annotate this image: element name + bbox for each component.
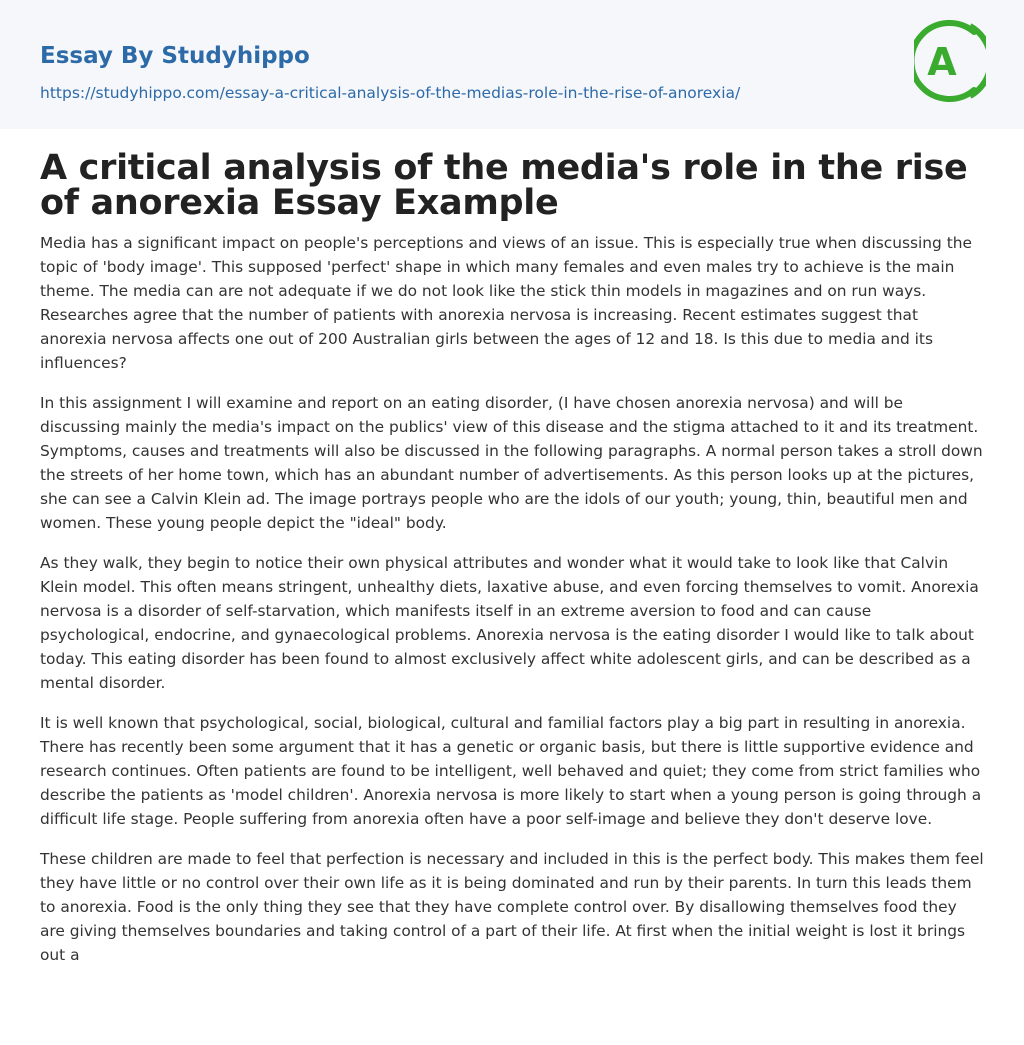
paragraph: Media has a significant impact on people's perceptions and views of an issue. This is especially true when discussing the topic of 'body image'. This supposed 'perfect' shape in which many females and even males try to achieve is the main theme. The media can are not adequate if we do not look like the stick thin models in magazines and on run ways. Researches agree that the number of patients with anorexia nervosa is increasing. Recent estimates suggest that anorexia nervosa affects one out of 200 Australian girls between the ages of 12 and 18. Is this due to media and its influences?	[40, 234, 972, 372]
article	[0, 148, 1024, 967]
essay-body	[40, 231, 984, 967]
site-header	[0, 0, 1024, 129]
studyhippo-logo-icon[interactable]	[914, 18, 986, 104]
paragraph: It is well known that psychological, social, biological, cultural and familial factors play a big part in resulting in anorexia. There has recently been some argument that it has a genetic or organic basis, but there is little supportive evidence and research continues. Often patients are found to be intelligent, well behaved and quiet; they come from strict families who describe the patients as 'model children'. Anorexia nervosa is more likely to start when a young person is going through a difficult life stage. People suffering from anorexia often have a poor self-image and believe they don't deserve love.	[40, 714, 982, 828]
paragraph: These children are made to feel that perfection is necessary and included in this is the perfect body. This makes them feel they have little or no control over their own life as it is being dominated and run by their parents. In turn this leads them to anorexia. Food is the only thing they see that they have complete control over. By disallowing themselves food they are giving themselves boundaries and taking control of a part of their life. At first when the initial weight is lost it brings out a	[40, 850, 984, 964]
article-url-link[interactable]: https://studyhippo.com/essay-a-critical-analysis-of-the-medias-role-in-the-rise-of-anorexia/	[40, 84, 741, 102]
site-title[interactable]: Essay By Studyhippo	[40, 43, 310, 69]
page-title: A critical analysis of the media's role in the rise of anorexia Essay Example	[40, 148, 968, 223]
paragraph: As they walk, they begin to notice their own physical attributes and wonder what it would take to look like that Calvin Klein model. This often means stringent, unhealthy diets, laxative abuse, and even forcing themselves to vomit. Anorexia nervosa is a disorder of self-starvation, which manifests itself in an extreme aversion to food and can cause psychological, endocrine, and gynaecological problems. Anorexia nervosa is the eating disorder I would like to talk about today. This eating disorder has been found to almost exclusively affect white adolescent girls, and can be described as a mental disorder.	[40, 554, 979, 692]
paragraph: In this assignment I will examine and report on an eating disorder, (I have chosen anorexia nervosa) and will be discussing mainly the media's impact on the publics' view of this disease and the stigma attached to it and its treatment. Symptoms, causes and treatments will also be discussed in the following paragraphs. A normal person takes a stroll down the streets of her home town, which has an abundant number of advertisements. As this person looks up at the pictures, she can see a Calvin Klein ad. The image portrays people who are the idols of our youth; young, thin, beautiful men and women. These young people depict the "ideal" body.	[40, 394, 983, 532]
logo-letter: A	[927, 40, 957, 84]
